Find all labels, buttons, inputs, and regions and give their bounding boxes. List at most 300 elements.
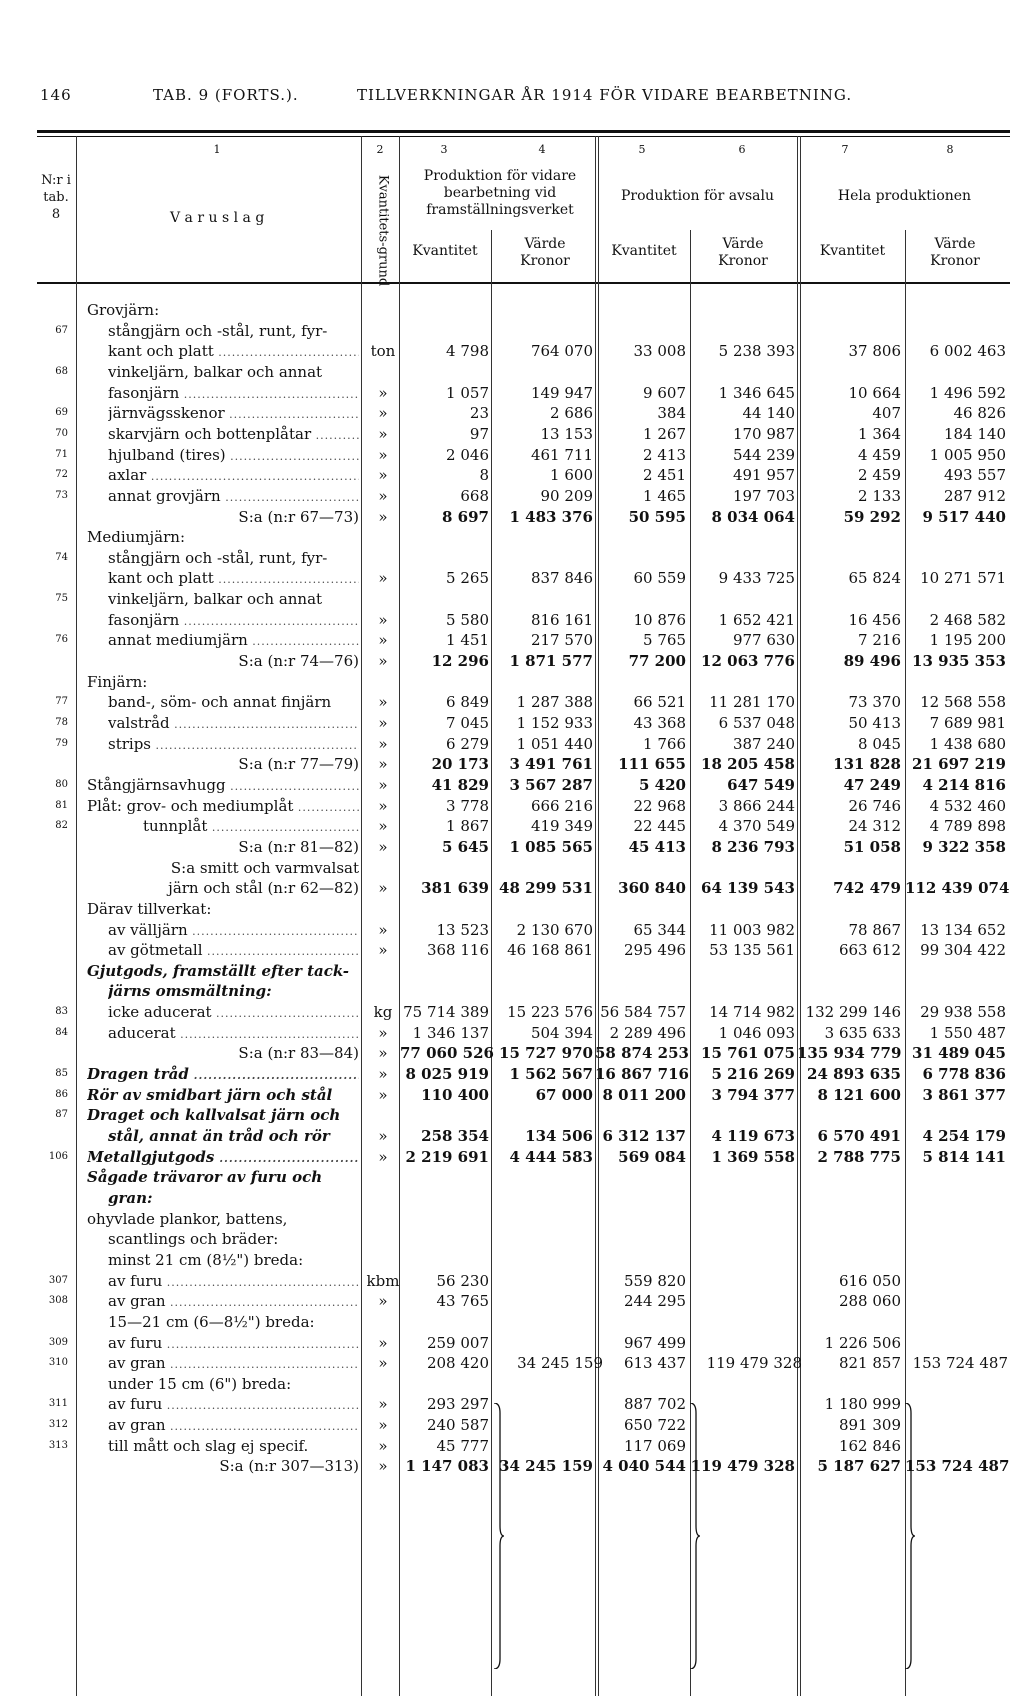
header-kvantitet-5: Kvantitet <box>611 243 677 259</box>
cell-value-total: 13 134 652 <box>920 920 1006 939</box>
cell-quantity-avsalu: 9 607 <box>643 383 686 402</box>
row-label: av furu ..... <box>108 1272 359 1290</box>
row-label: S:a (n:r 83—84) <box>238 1044 359 1063</box>
cell-quantity-avsalu: 43 368 <box>633 714 686 732</box>
cell-quantity-total: 1 364 <box>858 424 901 443</box>
cell-value-vidare: 1 871 577 <box>509 652 593 671</box>
row-number: 308 <box>48 1295 68 1307</box>
table-row <box>0 877 1024 898</box>
cell-quantity-avsalu: 613 437 <box>623 1354 686 1373</box>
row-number: 72 <box>55 469 68 481</box>
table-row <box>0 1187 1024 1208</box>
cell-value-vidare: 1 085 565 <box>509 837 593 856</box>
row-label: fasonjärn ..... <box>108 611 359 629</box>
cell-quantity-avsalu: 1 465 <box>643 486 686 505</box>
cell-quantity-total: 10 664 <box>848 383 901 402</box>
row-label: 15—21 cm (6—8½") breda: <box>108 1312 315 1331</box>
row-number: 80 <box>55 778 68 790</box>
cell-quantity-avsalu: 4 040 544 <box>602 1457 686 1476</box>
cell-quantity-vidare: 75 714 389 <box>403 1003 489 1022</box>
col-number-2: 2 <box>376 143 384 156</box>
row-label: av götmetall ..... <box>108 941 359 959</box>
cell-quantity-vidare: 2 046 <box>446 445 489 464</box>
cell-value-vidare: 90 209 <box>540 486 593 505</box>
cell-value-avsalu: 119 479 328 <box>690 1457 795 1476</box>
cell-quantity-vidare: 3 778 <box>446 796 489 815</box>
cell-value-vidare: 1 600 <box>550 466 593 485</box>
unit-cell: » <box>378 1292 388 1311</box>
unit-cell: » <box>378 486 388 505</box>
row-label: av gran ..... <box>108 1292 359 1310</box>
cell-quantity-vidare: 5 645 <box>442 837 489 856</box>
cell-value-vidare: 837 846 <box>530 569 593 588</box>
table-row <box>0 980 1024 1001</box>
row-number: 81 <box>55 799 68 811</box>
cell-quantity-avsalu: 22 445 <box>633 817 686 836</box>
cell-value-total: 1 195 200 <box>929 631 1006 650</box>
cell-quantity-vidare: 1 451 <box>446 631 489 650</box>
row-number: 77 <box>55 696 68 708</box>
cell-quantity-vidare: 13 523 <box>436 920 489 939</box>
brace-col6 <box>688 1403 700 1669</box>
cell-value-total: 6 002 463 <box>929 342 1006 361</box>
cell-quantity-total: 2 459 <box>858 466 901 485</box>
cell-quantity-total: 2 788 775 <box>817 1147 901 1166</box>
cell-quantity-avsalu: 967 499 <box>623 1333 686 1352</box>
table-row <box>0 1290 1024 1311</box>
cell-value-avsalu: 387 240 <box>732 734 795 753</box>
header-varde-8: Värde Kronor <box>930 236 980 269</box>
cell-value-avsalu: 1 346 645 <box>718 383 795 402</box>
unit-cell: » <box>378 652 388 671</box>
cell-value-avsalu: 170 987 <box>732 424 795 443</box>
cell-quantity-total: 1 180 999 <box>824 1395 901 1414</box>
cell-quantity-vidare: 77 060 526 <box>400 1044 494 1063</box>
cell-quantity-avsalu: 295 496 <box>623 941 686 960</box>
cell-quantity-vidare: 8 025 919 <box>405 1065 489 1084</box>
cell-quantity-vidare: 56 230 <box>436 1271 489 1290</box>
cell-value-total: 3 861 377 <box>922 1085 1006 1104</box>
cell-quantity-vidare: 381 639 <box>421 879 489 898</box>
col-number-3: 3 <box>440 143 448 156</box>
cell-quantity-vidare: 1 346 137 <box>412 1023 489 1042</box>
row-label: tunnplåt ..... <box>143 817 359 835</box>
table-row <box>0 361 1024 382</box>
cell-quantity-vidare: 668 <box>460 486 489 505</box>
cell-value-total: 287 912 <box>943 486 1006 505</box>
cell-quantity-total: 131 828 <box>833 755 901 774</box>
unit-cell: » <box>378 1436 388 1455</box>
cell-value-vidare: 15 223 576 <box>507 1003 593 1022</box>
cell-value-vidare: 46 168 861 <box>507 941 593 960</box>
header-kvantitet-3: Kvantitet <box>412 243 478 259</box>
row-label: vinkeljärn, balkar och annat <box>108 590 323 609</box>
cell-value-vidare: 2 130 670 <box>516 920 593 939</box>
unit-cell: » <box>378 424 388 443</box>
table-row <box>0 1063 1024 1084</box>
row-label: S:a (n:r 74—76) <box>238 652 359 671</box>
cell-value-avsalu: 197 703 <box>732 486 795 505</box>
cell-quantity-total: 1 226 506 <box>824 1333 901 1352</box>
table-row <box>0 733 1024 754</box>
cell-quantity-vidare: 8 <box>479 466 489 485</box>
table-row <box>0 1022 1024 1043</box>
cell-value-vidare: 4 444 583 <box>509 1147 593 1166</box>
row-label: till mått och slag ej specif. <box>108 1436 309 1455</box>
cell-quantity-total: 8 045 <box>858 734 901 753</box>
row-label: Finjärn: <box>87 672 148 691</box>
cell-value-avsalu: 647 549 <box>727 775 795 794</box>
cell-value-avsalu: 119 479 328 <box>706 1354 802 1373</box>
table-row <box>0 815 1024 836</box>
brace-col8 <box>903 1403 915 1669</box>
cell-quantity-vidare: 6 849 <box>446 693 489 712</box>
cell-quantity-vidare: 259 007 <box>426 1333 489 1352</box>
row-number: 309 <box>48 1336 68 1348</box>
cell-value-total: 29 938 558 <box>920 1003 1006 1022</box>
unit-cell: » <box>378 383 388 402</box>
col-number-1: 1 <box>213 143 221 156</box>
cell-value-avsalu: 4 370 549 <box>718 817 795 836</box>
cell-quantity-total: 16 456 <box>848 610 901 629</box>
row-number: 307 <box>48 1274 68 1286</box>
table-row <box>0 960 1024 981</box>
cell-value-vidare: 1 152 933 <box>516 714 593 732</box>
row-label: hjulband (tires) ..... <box>108 446 359 464</box>
cell-value-vidare: 15 727 970 <box>499 1044 593 1063</box>
cell-quantity-total: 162 846 <box>838 1436 901 1455</box>
row-label: S:a smitt och varmvalsat <box>170 858 359 877</box>
row-label: under 15 cm (6") breda: <box>108 1374 292 1393</box>
cell-value-vidare: 2 686 <box>550 404 593 423</box>
row-label: vinkeljärn, balkar och annat <box>108 362 323 381</box>
cell-quantity-total: 6 570 491 <box>817 1127 901 1145</box>
table-row <box>0 1228 1024 1249</box>
cell-quantity-vidare: 43 765 <box>436 1292 489 1311</box>
cell-quantity-vidare: 1 057 <box>446 383 489 402</box>
cell-value-avsalu: 8 034 064 <box>711 507 795 526</box>
unit-cell: » <box>378 1085 388 1104</box>
cell-value-total: 4 214 816 <box>922 775 1006 794</box>
cell-value-vidare: 1 562 567 <box>509 1065 593 1084</box>
cell-quantity-total: 59 292 <box>843 507 901 526</box>
cell-value-avsalu: 9 433 725 <box>718 569 795 588</box>
cell-quantity-total: 65 824 <box>848 569 901 588</box>
row-label: stångjärn och -stål, runt, fyr- <box>108 548 328 567</box>
table-row <box>0 423 1024 444</box>
row-number: 312 <box>48 1419 68 1431</box>
cell-quantity-avsalu: 1 766 <box>643 734 686 753</box>
row-number: 76 <box>55 634 68 646</box>
cell-value-vidare: 3 491 761 <box>509 755 593 774</box>
row-label: av gran ..... <box>108 1416 359 1434</box>
row-label: annat grovjärn ..... <box>108 487 359 505</box>
cell-value-total: 1 005 950 <box>929 445 1006 464</box>
unit-cell: » <box>378 755 388 774</box>
row-label: Mediumjärn: <box>87 528 185 547</box>
row-label: Gjutgods, framställt efter tack- <box>87 961 349 980</box>
top-rule-thin <box>37 136 1010 137</box>
cell-value-avsalu: 977 630 <box>732 631 795 650</box>
header-prod-vidare: Produktion för vidare bearbetning vid framställningsverket <box>423 168 577 218</box>
cell-quantity-total: 51 058 <box>843 837 901 856</box>
table-row <box>0 547 1024 568</box>
cell-quantity-vidare: 2 219 691 <box>405 1147 489 1166</box>
table-row <box>0 1125 1024 1146</box>
cell-quantity-avsalu: 5 420 <box>639 775 686 794</box>
row-label: annat mediumjärn ..... <box>108 631 359 649</box>
cell-quantity-total: 5 187 627 <box>817 1457 901 1476</box>
cell-value-avsalu: 3 866 244 <box>718 796 795 815</box>
unit-cell: » <box>378 1023 388 1042</box>
row-label: kant och platt ..... <box>108 569 359 587</box>
header-nr: N:r i tab. 8 <box>41 173 71 222</box>
table-row <box>0 526 1024 547</box>
row-label: S:a (n:r 67—73) <box>238 507 359 526</box>
row-label: band-, söm- och annat finjärn <box>108 693 332 712</box>
cell-quantity-total: 616 050 <box>838 1271 901 1290</box>
table-row <box>0 1311 1024 1332</box>
cell-quantity-total: 132 299 146 <box>805 1003 901 1022</box>
cell-value-total: 184 140 <box>943 424 1006 443</box>
row-label: av gran ..... <box>108 1354 359 1372</box>
header-varde-4: Värde Kronor <box>520 236 570 269</box>
row-number: 74 <box>55 551 68 563</box>
cell-quantity-avsalu: 117 069 <box>623 1436 686 1455</box>
col-number-6: 6 <box>738 143 746 156</box>
table-row <box>0 774 1024 795</box>
table-row <box>0 1042 1024 1063</box>
cell-quantity-avsalu: 8 011 200 <box>602 1085 686 1104</box>
cell-quantity-vidare: 240 587 <box>426 1416 489 1435</box>
unit-cell: » <box>378 1147 388 1166</box>
table-row <box>0 1249 1024 1270</box>
unit-cell: » <box>378 1065 388 1084</box>
cell-quantity-total: 7 216 <box>858 631 901 650</box>
row-label: Metallgjutgods ..... <box>87 1148 359 1166</box>
cell-value-total: 9 517 440 <box>922 507 1006 526</box>
row-label: skarvjärn och bottenplåtar ..... <box>108 425 359 443</box>
row-label: ohyvlade plankor, battens, <box>87 1209 288 1228</box>
row-number: 313 <box>48 1439 68 1451</box>
brace-col4 <box>492 1403 504 1669</box>
cell-value-total: 10 271 571 <box>920 569 1006 588</box>
cell-quantity-vidare: 20 173 <box>431 755 489 774</box>
cell-quantity-vidare: 293 297 <box>426 1395 489 1414</box>
unit-cell: » <box>378 1457 388 1476</box>
cell-quantity-vidare: 5 265 <box>446 569 489 588</box>
col-number-7: 7 <box>841 143 849 156</box>
row-number: 71 <box>55 448 68 460</box>
cell-quantity-total: 407 <box>872 404 901 423</box>
row-label: stångjärn och -stål, runt, fyr- <box>108 321 328 340</box>
cell-value-vidare: 1 051 440 <box>516 734 593 753</box>
table-row <box>0 320 1024 341</box>
table-row <box>0 795 1024 816</box>
row-label: minst 21 cm (8½") breda: <box>108 1250 304 1269</box>
cell-quantity-total: 3 635 633 <box>824 1023 901 1042</box>
table-row <box>0 567 1024 588</box>
row-label: järn och stål (n:r 62—82) <box>168 879 359 898</box>
col-number-4: 4 <box>538 143 546 156</box>
row-number: 82 <box>55 820 68 832</box>
cell-quantity-avsalu: 22 968 <box>633 796 686 815</box>
cell-value-avsalu: 544 239 <box>732 445 795 464</box>
unit-cell: » <box>378 507 388 526</box>
cell-quantity-total: 89 496 <box>843 652 901 671</box>
cell-value-total: 153 724 487 <box>905 1457 1010 1476</box>
row-label: Rör av smidbart järn och stål <box>87 1085 333 1104</box>
table-row <box>0 1373 1024 1394</box>
cell-value-vidare: 67 000 <box>535 1085 593 1104</box>
cell-quantity-avsalu: 2 451 <box>643 466 686 485</box>
cell-value-total: 12 568 558 <box>920 693 1006 712</box>
unit-cell: » <box>378 631 388 650</box>
table-row <box>0 382 1024 403</box>
table-row <box>0 671 1024 692</box>
row-number: 78 <box>55 717 68 728</box>
row-label: icke aducerat ..... <box>108 1003 359 1021</box>
table-row <box>0 444 1024 465</box>
cell-value-vidare: 13 153 <box>540 424 593 443</box>
cell-quantity-vidare: 1 147 083 <box>405 1457 489 1476</box>
unit-cell: » <box>378 734 388 753</box>
cell-quantity-vidare: 368 116 <box>426 941 489 960</box>
table-row <box>0 691 1024 712</box>
cell-value-total: 493 557 <box>943 466 1006 485</box>
cell-value-total: 99 304 422 <box>920 941 1006 960</box>
table-row <box>0 1270 1024 1291</box>
cell-quantity-avsalu: 1 267 <box>643 424 686 443</box>
cell-quantity-avsalu: 65 344 <box>633 920 686 939</box>
unit-cell: » <box>378 920 388 939</box>
row-number: 75 <box>55 593 68 605</box>
cell-value-avsalu: 5 216 269 <box>711 1065 795 1084</box>
row-label: järns omsmältning: <box>108 982 272 1001</box>
row-number: 86 <box>55 1088 68 1100</box>
cell-quantity-avsalu: 887 702 <box>623 1395 686 1414</box>
table-row <box>0 609 1024 630</box>
cell-value-avsalu: 6 537 048 <box>718 714 795 732</box>
cell-value-total: 21 697 219 <box>912 755 1006 774</box>
unit-cell: » <box>378 404 388 423</box>
cell-value-vidare: 504 394 <box>530 1023 593 1042</box>
cell-quantity-vidare: 45 777 <box>436 1436 489 1455</box>
cell-value-vidare: 419 349 <box>530 817 593 836</box>
table-row <box>0 340 1024 361</box>
table-row <box>0 836 1024 857</box>
unit-cell: » <box>378 837 388 856</box>
row-number: 87 <box>55 1109 68 1121</box>
table-row <box>0 1435 1024 1456</box>
header-prod-avsalu: Produktion för avsalu <box>620 188 775 204</box>
cell-quantity-total: 73 370 <box>848 693 901 712</box>
header-varuslag: V a r u s l a g <box>170 210 265 226</box>
row-label: scantlings och bräder: <box>108 1230 279 1249</box>
cell-value-vidare: 461 711 <box>530 445 593 464</box>
row-label: Sågade trävaror av furu och <box>87 1168 323 1187</box>
row-number: 69 <box>55 407 68 419</box>
cell-quantity-total: 742 479 <box>833 879 901 898</box>
cell-value-total: 4 532 460 <box>929 796 1006 815</box>
unit-cell: kbm <box>366 1271 400 1290</box>
cell-quantity-total: 663 612 <box>838 941 901 960</box>
row-number: 85 <box>55 1068 68 1080</box>
row-label: av furu ..... <box>108 1395 359 1413</box>
cell-quantity-vidare: 208 420 <box>426 1354 489 1373</box>
row-number: 67 <box>55 324 68 336</box>
unit-cell: » <box>378 1127 388 1145</box>
row-label: Plåt: grov- och mediumplåt ..... <box>87 797 359 815</box>
cell-quantity-avsalu: 16 867 716 <box>595 1065 689 1084</box>
table-row <box>0 1146 1024 1167</box>
col-number-5: 5 <box>638 143 646 156</box>
table-row <box>0 857 1024 878</box>
cell-value-vidare: 816 161 <box>530 610 593 629</box>
row-label: fasonjärn ..... <box>108 384 359 402</box>
cell-value-avsalu: 18 205 458 <box>701 755 795 774</box>
cell-value-vidare: 764 070 <box>530 342 593 361</box>
cell-quantity-avsalu: 66 521 <box>633 693 686 712</box>
table-row <box>0 588 1024 609</box>
cell-value-vidare: 3 567 287 <box>509 775 593 794</box>
row-label: av välljärn ..... <box>108 921 359 939</box>
cell-value-avsalu: 4 119 673 <box>711 1127 795 1145</box>
table-row <box>0 464 1024 485</box>
cell-quantity-total: 26 746 <box>848 796 901 815</box>
row-label: Dragen tråd ..... <box>87 1065 359 1083</box>
table-row <box>0 1332 1024 1353</box>
table-row <box>0 299 1024 320</box>
unit-cell: ton <box>370 342 396 361</box>
cell-value-avsalu: 1 369 558 <box>711 1147 795 1166</box>
cell-quantity-avsalu: 60 559 <box>633 569 686 588</box>
unit-cell: » <box>378 775 388 794</box>
row-number: 68 <box>55 365 68 377</box>
unit-cell: » <box>378 796 388 815</box>
row-label: Grovjärn: <box>87 301 160 319</box>
header-bottom-rule <box>37 282 1010 284</box>
header-varde-6: Värde Kronor <box>718 236 768 269</box>
cell-quantity-vidare: 12 296 <box>431 652 489 671</box>
cell-value-total: 9 322 358 <box>922 837 1006 856</box>
cell-value-avsalu: 1 046 093 <box>718 1023 795 1042</box>
cell-quantity-avsalu: 360 840 <box>618 879 686 898</box>
cell-quantity-total: 288 060 <box>838 1292 901 1311</box>
cell-quantity-total: 8 121 600 <box>817 1085 901 1104</box>
cell-quantity-avsalu: 2 413 <box>643 445 686 464</box>
cell-quantity-total: 821 857 <box>838 1354 901 1373</box>
cell-quantity-avsalu: 10 876 <box>633 610 686 629</box>
unit-cell: » <box>378 466 388 485</box>
row-label: S:a (n:r 77—79) <box>238 755 359 774</box>
cell-value-total: 5 814 141 <box>922 1147 1006 1166</box>
row-label: järnvägsskenor ..... <box>108 404 359 422</box>
table-row <box>0 1001 1024 1022</box>
page-title: TILLVERKNINGAR ÅR 1914 FÖR VIDARE BEARBETNING. <box>357 86 853 104</box>
cell-value-total: 6 778 836 <box>922 1065 1006 1084</box>
cell-quantity-avsalu: 111 655 <box>618 755 686 774</box>
table-row <box>0 753 1024 774</box>
cell-quantity-total: 24 893 635 <box>807 1065 901 1084</box>
cell-quantity-total: 50 413 <box>848 714 901 732</box>
cell-value-total: 4 789 898 <box>929 817 1006 836</box>
table-row <box>0 898 1024 919</box>
row-label: Stångjärnsavhugg ..... <box>87 776 359 794</box>
cell-value-vidare: 48 299 531 <box>499 879 593 898</box>
table-row <box>0 506 1024 527</box>
cell-quantity-total: 891 309 <box>838 1416 901 1435</box>
